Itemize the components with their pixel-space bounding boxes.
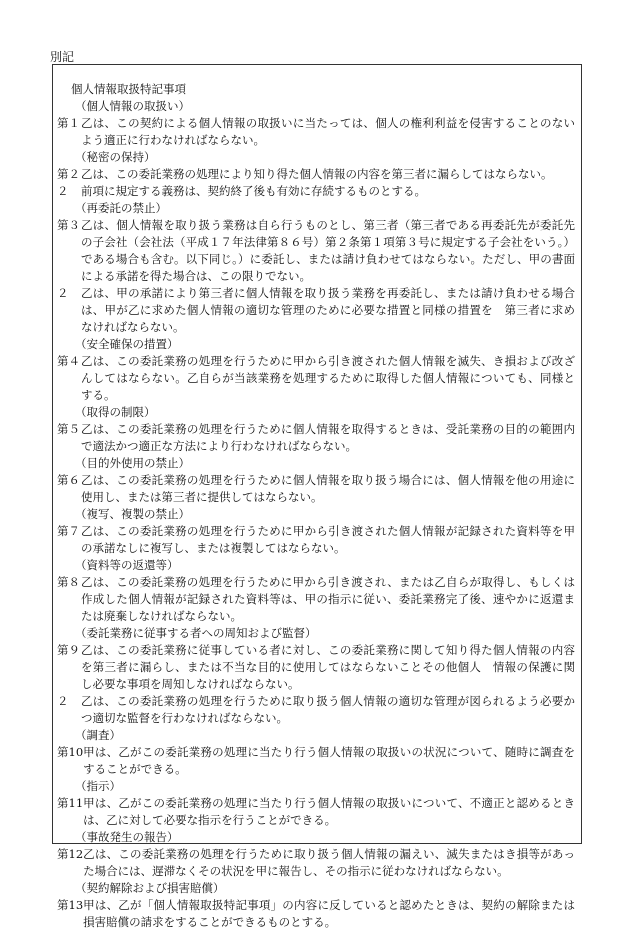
document-body [57, 98, 575, 931]
article-number: 第７ [57, 524, 80, 538]
article-text: 乙は、この委託業務の処理を行うために取り扱う個人情報の漏えい、滅失またはき損等があった場合には、遅滞なくその状況を甲に報告し、その指示に従わなければならない。 [83, 847, 575, 878]
article-number: 第６ [57, 473, 80, 487]
article [57, 183, 575, 200]
document-box [52, 64, 582, 929]
article-text: 乙は、この委託業務の処理を行うために個人情報を取り扱う場合には、個人情報を他の用途に使用し、または第三者に提供してはならない。 [81, 473, 575, 504]
article-text: 前項に規定する義務は、契約終了後も有効に存続するものとする。 [81, 184, 426, 198]
article-text: 乙は、この契約による個人情報の取扱いに当たっては、個人の権利利益を侵害することのないよう適正に行わなければならない。 [81, 116, 575, 147]
section-heading: （複写、複製の禁止） [75, 507, 190, 521]
article-number: ２ [57, 286, 69, 300]
article-number: 第８ [57, 575, 80, 589]
article [57, 285, 575, 336]
article-text: 甲は、乙がこの委託業務の処理に当たり行う個人情報の取扱いの状況について、随時に調査をすることができる。 [83, 745, 575, 776]
article-text: 乙は、この委託業務に従事している者に対し、この委託業務に関して知り得た個人情報の内容を第三者に漏らし、または不当な目的に使用してはならないことその他個人 情報の保護に関し必要な事項を周知しなければならない。 [81, 643, 575, 691]
section-heading: （契約解除および損害賠償） [75, 881, 225, 895]
article [57, 795, 575, 829]
article [57, 693, 575, 727]
article-text: 乙は、この委託業務の処理を行うために取り扱う個人情報の適切な管理が図られるよう必要かつ適切な監督を行わなければならない。 [81, 694, 575, 725]
document-title: 個人情報取扱特記事項 [71, 82, 186, 96]
article-number: 第11 [57, 796, 84, 810]
section-heading: （個人情報の取扱い） [75, 99, 190, 113]
article [57, 574, 575, 625]
article-number: ２ [57, 694, 69, 708]
article-number: 第３ [57, 218, 80, 232]
article-number: 第９ [57, 643, 80, 657]
article-text: 乙は、この委託業務の処理により知り得た個人情報の内容を第三者に漏らしてはならない。 [81, 167, 553, 181]
section-heading: （調査） [75, 728, 121, 742]
article-number: 第10 [57, 745, 84, 759]
article-text: 甲は、乙が「個人情報取扱特記事項」の内容に反していると認めたときは、契約の解除または損害賠償の請求をすることができるものとする。 [83, 898, 575, 929]
article-text: 乙は、甲の承諾により第三者に個人情報を取り扱う業務を再委託し、または請け負わせる場合は、甲が乙に求めた個人情報の適切な管理のために必要な措置と同様の措置を 第三者に求めなければならない。 [81, 286, 575, 334]
section-heading: （事故発生の報告） [75, 830, 179, 844]
article-number: 第13 [57, 898, 84, 912]
article-text: 甲は、乙がこの委託業務の処理に当たり行う個人情報の取扱いについて、不適正と認めるときは、乙に対して必要な指示を行うことができる。 [83, 796, 575, 827]
article [57, 166, 575, 183]
article-number: 第１ [57, 116, 80, 130]
section-heading: （安全確保の措置） [75, 337, 179, 351]
article [57, 421, 575, 455]
section-heading: （資料等の返還等） [75, 558, 179, 572]
attachment-label: 別記 [50, 50, 75, 64]
article [57, 642, 575, 693]
article-number: 第２ [57, 167, 80, 181]
article-text: 乙は、この委託業務の処理を行うために甲から引き渡され、または乙自らが取得し、もしくは作成した個人情報が記録された資料等は、甲の指示に従い、委託業務完了後、速やかに返還または廃棄しなければならない。 [81, 575, 575, 623]
article-text: 乙は、この委託業務の処理を行うために個人情報を取得するときは、受託業務の目的の範囲内で適法かつ適正な方法により行わなければならない。 [81, 422, 575, 453]
article-text: 乙は、この委託業務の処理を行うために甲から引き渡された個人情報が記録された資料等を甲の承諾なしに複写し、または複製してはならない。 [81, 524, 575, 555]
article [57, 523, 575, 557]
article [57, 115, 575, 149]
article-number: 第４ [57, 354, 80, 368]
section-heading: （秘密の保持） [75, 150, 156, 164]
article-number: 第５ [57, 422, 80, 436]
section-heading: （取得の制限） [75, 405, 156, 419]
section-heading: （委託業務に従事する者への周知および監督） [75, 626, 317, 640]
article [57, 744, 575, 778]
section-heading: （目的外使用の禁止） [75, 456, 190, 470]
article [57, 353, 575, 404]
article-text: 乙は、個人情報を取り扱う業務は自ら行うものとし、第三者（第三者である再委託先が委託先の子会社（会社法（平成１７年法律第８６号）第２条第１項第３号に規定する子会社をいう。）である場合も含む。以下同じ。）に委託し、または請け負わせてはならない。ただし、甲の書面による承諾を得た場合は、この限りでない。 [81, 218, 575, 283]
article-number: 第12 [57, 847, 84, 861]
article-text: 乙は、この委託業務の処理を行うために甲から引き渡された個人情報を滅失、き損および改ざんしてはならない。乙自らが当該業務を処理するために取得した個人情報についても、同様とする。 [81, 354, 575, 402]
article [57, 897, 575, 931]
article [57, 846, 575, 880]
article [57, 217, 575, 285]
article-number: ２ [57, 184, 69, 198]
article [57, 472, 575, 506]
section-heading: （再委託の禁止） [75, 201, 167, 215]
section-heading: （指示） [75, 779, 121, 793]
